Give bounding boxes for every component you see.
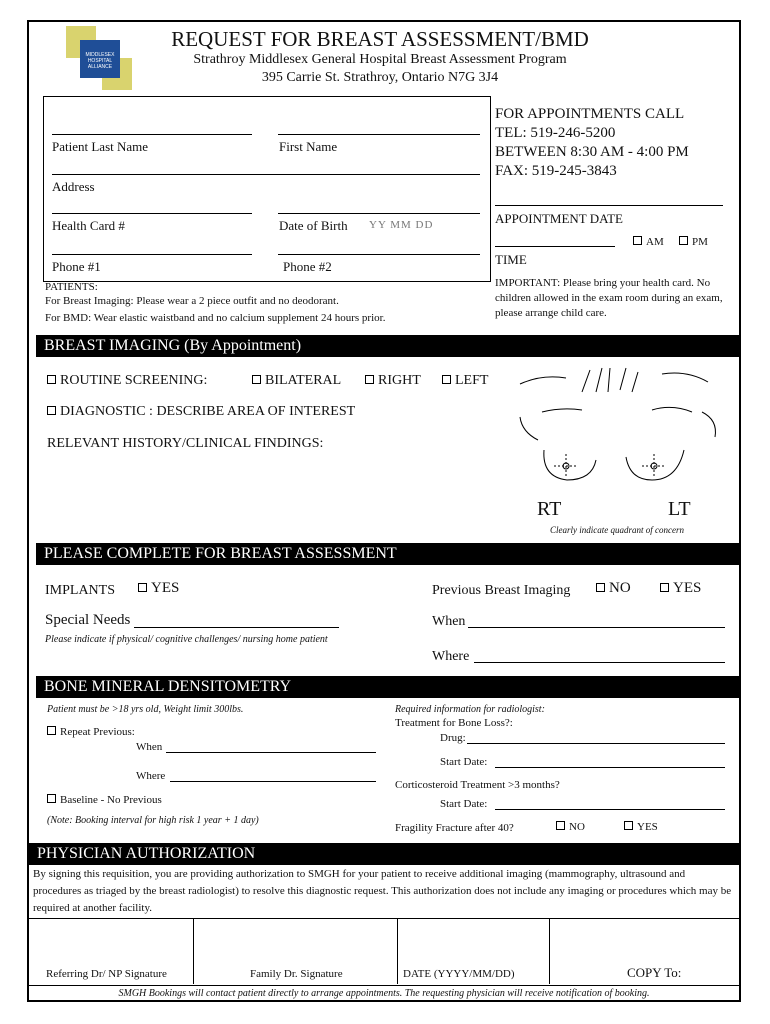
patients-note-bmd: For BMD: Wear elastic waistband and no calcium supplement 24 hours prior. <box>45 312 386 324</box>
date-label: DATE (YYYY/MM/DD) <box>403 968 515 980</box>
date-field[interactable] <box>400 920 547 964</box>
first-name-label: First Name <box>279 139 338 154</box>
history-label: RELEVANT HISTORY/CLINICAL FINDINGS: <box>47 436 324 451</box>
copy-to-label: COPY To: <box>627 965 682 980</box>
when1-field[interactable] <box>468 627 725 628</box>
appointment-date-field[interactable] <box>495 246 615 247</box>
bmd-when-label: When <box>136 741 163 753</box>
implants-yes-checkbox[interactable]: YES <box>138 580 179 597</box>
bmd-header: BONE MINERAL DENSITOMETRY <box>36 676 740 698</box>
hospital-address: 395 Carrie St. Strathroy, Ontario N7G 3J4 <box>261 70 499 85</box>
appointment-call: FOR APPOINTMENTS CALL <box>495 106 685 122</box>
fragility-yes-checkbox[interactable]: YES <box>624 821 658 833</box>
special-needs-note: Please indicate if physical/ cognitive challenges/ nursing home patient <box>45 634 328 645</box>
fragility-label: Fragility Fracture after 40? <box>395 822 514 834</box>
rt-label: RT <box>537 498 562 520</box>
drug-label: Drug: <box>440 732 466 744</box>
fragility-no-checkbox[interactable]: NO <box>556 821 585 833</box>
required-info: Required information for radiologist: <box>395 704 545 715</box>
quadrant-caption: Clearly indicate quadrant of concern <box>550 525 684 535</box>
last-name-label: Patient Last Name <box>52 139 149 154</box>
bmd-when-field[interactable] <box>166 752 376 753</box>
phone1-field[interactable] <box>52 254 252 255</box>
bmd-note: (Note: Booking interval for high risk 1 year + 1 day) <box>47 815 259 826</box>
referring-signature-field[interactable] <box>33 920 191 964</box>
breast-diagram[interactable] <box>512 362 727 487</box>
physician-header: PHYSICIAN AUTHORIZATION <box>29 843 739 865</box>
left-checkbox[interactable]: LEFT <box>442 373 488 389</box>
address-label: Address <box>52 179 95 194</box>
start-date2-label: Start Date: <box>440 798 488 810</box>
dob-hint: YY MM DD <box>369 219 434 231</box>
am-checkbox[interactable]: AM <box>633 236 664 248</box>
lt-label: LT <box>668 498 691 520</box>
patients-note-imaging: For Breast Imaging: Please wear a 2 piece outfit and no deodorant. <box>45 295 339 307</box>
breast-imaging-header: BREAST IMAGING (By Appointment) <box>36 335 740 357</box>
hospital-logo: MIDDLESEX HOSPITAL ALLIANCE <box>66 26 134 90</box>
where1-label: Where <box>432 649 470 664</box>
bilateral-checkbox[interactable]: BILATERAL <box>252 373 341 389</box>
footer-note: SMGH Bookings will contact patient directly to arrange appointments. The requesting physician will receive notification of booking. <box>118 988 650 999</box>
appointment-fax: FAX: 519-245-3843 <box>495 163 617 179</box>
address-field[interactable] <box>52 174 480 175</box>
appointment-tel: TEL: 519-246-5200 <box>495 125 616 141</box>
appointment-hours: BETWEEN 8:30 AM - 4:00 PM <box>495 144 689 160</box>
patients-note-title: PATIENTS: <box>45 281 98 293</box>
health-card-label: Health Card # <box>52 218 125 233</box>
baseline-checkbox[interactable]: Baseline - No Previous <box>47 794 162 806</box>
first-name-field[interactable] <box>278 134 480 135</box>
routine-screening-checkbox[interactable]: ROUTINE SCREENING: <box>47 373 207 389</box>
start-date1-label: Start Date: <box>440 756 488 768</box>
start-date2-field[interactable] <box>495 809 725 810</box>
bmd-limits: Patient must be >18 yrs old, Weight limit 300lbs. <box>47 704 244 715</box>
bmd-where-field[interactable] <box>170 781 376 782</box>
previous-yes-checkbox[interactable]: YES <box>660 580 701 597</box>
important-note: IMPORTANT: Please bring your health card. No children allowed in the exam room during an exam, please arrange child care. <box>495 277 723 319</box>
family-signature-field[interactable] <box>196 920 395 964</box>
cortico-label: Corticosteroid Treatment >3 months? <box>395 779 560 791</box>
referring-signature-label: Referring Dr/ NP Signature <box>46 968 167 980</box>
phone2-label: Phone #2 <box>283 259 332 274</box>
drug-field[interactable] <box>467 743 725 744</box>
pm-checkbox[interactable]: PM <box>679 236 708 248</box>
diagnostic-checkbox[interactable]: DIAGNOSTIC : DESCRIBE AREA OF INTEREST <box>47 404 355 420</box>
implants-label: IMPLANTS <box>45 583 116 598</box>
start-date1-field[interactable] <box>495 767 725 768</box>
special-needs-label: Special Needs <box>45 612 131 628</box>
repeat-previous-checkbox[interactable]: Repeat Previous: <box>47 726 135 738</box>
assessment-header: PLEASE COMPLETE FOR BREAST ASSESSMENT <box>36 543 740 565</box>
last-name-field[interactable] <box>52 134 252 135</box>
copy-to-field[interactable] <box>552 920 736 964</box>
physician-text: By signing this requisition, you are providing authorization to SMGH for your patient to receive additional imaging (mammography, ultrasound and procedures as triaged by the breast radiologist) to resolve this diagnostic request. This authorization does not include any imaging or procedures which may be required at another facility. <box>33 868 732 914</box>
appointment-time-label: TIME <box>495 252 527 267</box>
right-checkbox[interactable]: RIGHT <box>365 373 421 389</box>
phone2-field[interactable] <box>278 254 480 255</box>
special-needs-field[interactable] <box>134 627 339 628</box>
treatment-label: Treatment for Bone Loss?: <box>395 717 513 729</box>
previous-no-checkbox[interactable]: NO <box>596 580 631 597</box>
bmd-where-label: Where <box>136 770 166 782</box>
dob-label: Date of Birth <box>279 218 348 233</box>
form-title: REQUEST FOR BREAST ASSESSMENT/BMD <box>171 27 589 51</box>
health-card-field[interactable] <box>52 213 252 214</box>
appointment-blank-line <box>495 205 723 206</box>
previous-imaging-label: Previous Breast Imaging <box>432 583 571 598</box>
when1-label: When <box>432 614 466 629</box>
where1-field[interactable] <box>474 662 725 663</box>
dob-field[interactable] <box>278 213 480 214</box>
family-signature-label: Family Dr. Signature <box>250 968 343 980</box>
phone1-label: Phone #1 <box>52 259 101 274</box>
appointment-date-label: APPOINTMENT DATE <box>495 211 623 226</box>
hospital-program: Strathroy Middlesex General Hospital Breast Assessment Program <box>193 52 567 67</box>
